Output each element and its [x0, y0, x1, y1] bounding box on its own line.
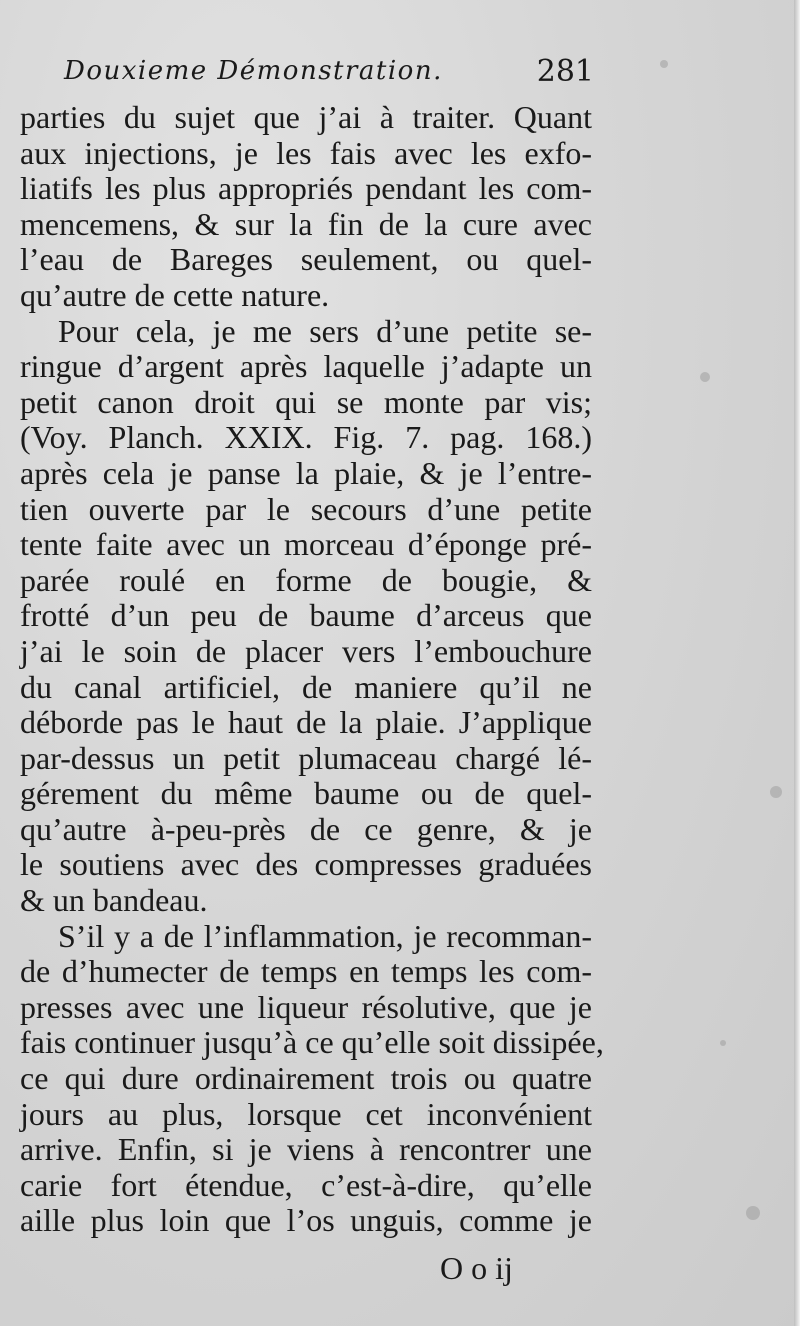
text-line: presses avec une liqueur résolutive, que je	[20, 988, 592, 1025]
body-text	[20, 99, 604, 1239]
text-line: parties du sujet que j’ai à traiter. Quant	[20, 99, 592, 135]
paper-speck	[770, 786, 782, 798]
running-header	[64, 52, 594, 92]
text-line: de d’humecter de temps en temps les com-	[20, 953, 592, 990]
text-line: gérement du même baume ou de quel-	[20, 775, 592, 812]
text-line: aux injections, je les fais avec les exfo-	[20, 134, 592, 171]
text-line: parée roulé en forme de bougie, &	[20, 561, 592, 598]
text-line: déborde pas le haut de la plaie. J’applique	[20, 704, 592, 741]
text-line: du canal artificiel, de maniere qu’il ne	[20, 668, 592, 705]
paper-speck	[660, 60, 668, 68]
page-edge	[794, 0, 800, 1326]
text-line: qu’autre de cette nature.	[20, 276, 330, 313]
text-line: qu’autre à-peu-près de ce genre, & je	[20, 810, 592, 847]
text-line: par-dessus un petit plumaceau chargé lé-	[20, 739, 592, 776]
text-line: carie fort étendue, c’est-à-dire, qu’elle	[20, 1166, 592, 1203]
text-line: frotté d’un peu de baume d’arceus que	[20, 597, 592, 634]
text-line: liatifs les plus appropriés pendant les com-	[20, 170, 592, 207]
text-line: aille plus loin que l’os unguis, comme je	[20, 1202, 592, 1239]
text-line: jours au plus, lorsque cet inconvénient	[20, 1095, 592, 1132]
text-line: tien ouverte par le secours d’une petite	[20, 490, 592, 527]
text-line: & un bandeau.	[20, 882, 208, 919]
text-line: arrive. Enfin, si je viens à rencontrer une	[20, 1131, 592, 1168]
text-line: (Voy. Planch. XXIX. Fig. 7. pag. 168.)	[20, 419, 592, 456]
text-line: tente faite avec un morceau d’éponge pré-	[20, 526, 592, 563]
text-line: fais continuer jusqu’à ce qu’elle soit dissipée,	[20, 1024, 604, 1061]
text-line: après cela je panse la plaie, & je l’entre-	[20, 454, 592, 491]
text-line: petit canon droit qui se monte par vis;	[20, 383, 592, 420]
paragraph-start-line: S’il y a de l’inflammation, je recomman-	[58, 917, 592, 954]
page-number: 281	[536, 54, 594, 89]
signature-mark: O o ij	[440, 1250, 513, 1286]
paper-speck	[700, 372, 710, 382]
paper-speck	[720, 1040, 726, 1046]
text-line: l’eau de Bareges seulement, ou quel-	[20, 241, 592, 278]
text-line: ringue d’argent après laquelle j’adapte un	[20, 348, 592, 385]
running-title: Douxieme Démonstration.	[64, 56, 443, 86]
paper-speck	[746, 1206, 760, 1220]
text-line: j’ai le soin de placer vers l’embouchure	[20, 632, 592, 669]
text-line: le soutiens avec des compresses graduées	[20, 846, 592, 883]
text-line: ce qui dure ordinairement trois ou quatre	[20, 1060, 592, 1097]
text-line: mencemens, & sur la fin de la cure avec	[20, 205, 592, 242]
paragraph-start-line: Pour cela, je me sers d’une petite se-	[58, 312, 592, 349]
